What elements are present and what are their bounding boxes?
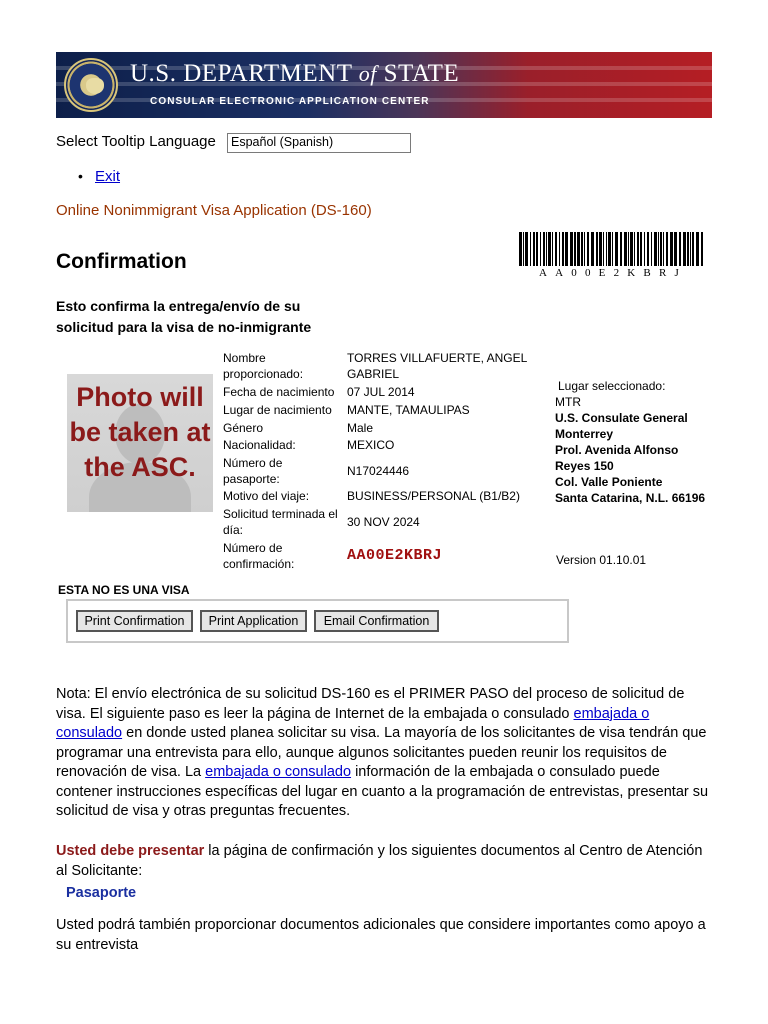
field-label-nationality: Nacionalidad: — [223, 438, 296, 452]
barcode-bar — [634, 232, 635, 266]
barcode-bar — [666, 232, 668, 266]
barcode-bar — [519, 232, 522, 266]
barcode-bar — [540, 232, 541, 266]
field-label-purpose: Motivo del viaje: — [223, 489, 310, 503]
field-value-purpose: BUSINESS/PERSONAL (B1/B2) — [347, 489, 520, 503]
barcode-bar — [523, 232, 524, 266]
department-title: U.S. DEPARTMENT of STATE — [130, 60, 460, 87]
barcode-bar — [530, 232, 531, 266]
field-label-gender: Género — [223, 421, 264, 435]
barcode-bar — [644, 232, 645, 266]
barcode-bar — [570, 232, 573, 266]
barcode-bar — [658, 232, 659, 266]
barcode-bar — [603, 232, 604, 266]
barcode-bar — [679, 232, 681, 266]
barcode-bar — [565, 232, 568, 266]
print-application-button[interactable]: Print Application — [200, 610, 307, 632]
print-confirmation-button[interactable]: Print Confirmation — [76, 610, 193, 632]
additional-documents-paragraph: Usted podrá también proporcionar documentos adicionales que considere importantes como apoyo a su entrevista — [56, 917, 706, 953]
barcode-bar — [552, 232, 553, 266]
barcode-bar — [612, 232, 613, 266]
barcode-bar — [536, 232, 538, 266]
field-label-completed: Solicitud terminada el día: — [223, 507, 338, 537]
barcode-bar — [660, 232, 662, 266]
barcode-bar — [683, 232, 686, 266]
note-text: información de la embajada o consulado puede contener instrucciones específicas del lugar en cuanto a la programación de entrevistas, presentar su solicitud de visa y otras preguntas frecuentes. — [56, 764, 709, 819]
page-title: Confirmation — [56, 250, 187, 273]
department-subtitle: CONSULAR ELECTRONIC APPLICATION CENTER — [150, 96, 430, 107]
field-value-gender: Male — [347, 421, 374, 435]
eagle-icon — [86, 78, 104, 94]
barcode-bar — [608, 232, 611, 266]
barcode-bar — [624, 232, 627, 266]
field-value-confirmation-number: AA00E2KBRJ — [347, 547, 443, 564]
barcode-bar — [548, 232, 551, 266]
barcode-bar — [581, 232, 583, 266]
barcode-bar — [562, 232, 564, 266]
barcode-bar — [577, 232, 580, 266]
applicant-photo — [67, 374, 213, 512]
address-line: U.S. Consulate General Monterrey — [555, 411, 688, 441]
barcode-bar — [654, 232, 657, 266]
barcode — [519, 232, 707, 266]
barcode-bar — [615, 232, 618, 266]
tooltip-language-label: Select Tooltip Language — [56, 133, 216, 150]
barcode-bar — [630, 232, 633, 266]
barcode-bar — [555, 232, 557, 266]
barcode-bar — [574, 232, 576, 266]
barcode-bar — [559, 232, 560, 266]
location-label: Lugar seleccionado: — [558, 379, 666, 393]
embassy-consulate-info-link[interactable]: embajada o consulado — [205, 764, 352, 780]
barcode-bar — [620, 232, 622, 266]
barcode-bar — [637, 232, 639, 266]
field-value-birthplace: MANTE, TAMAULIPAS — [347, 403, 470, 417]
barcode-bar — [647, 232, 649, 266]
location-address — [555, 410, 715, 506]
confirmation-statement: Esto confirma la entrega/envío de su solicitud para la visa de no-inmigrante — [56, 298, 312, 335]
barcode-bar — [663, 232, 664, 266]
field-value-nationality: MEXICO — [347, 438, 395, 452]
address-line: Prol. Avenida Alfonso Reyes 150 — [555, 443, 679, 473]
required-document-passport: Pasaporte — [66, 885, 137, 901]
barcode-bar — [670, 232, 673, 266]
barcode-bar — [692, 232, 694, 266]
field-label-passport: Número de pasaporte: — [223, 456, 283, 486]
photo-notice: Photo will be taken at the ASC. — [69, 382, 211, 482]
field-value-passport: N17024446 — [347, 464, 410, 478]
address-line: Col. Valle Poniente — [555, 475, 663, 489]
email-confirmation-button[interactable]: Email Confirmation — [314, 610, 439, 632]
present-emphasis: Usted debe presentar — [56, 843, 205, 859]
location-code: MTR — [555, 395, 581, 409]
address-line: Santa Catarina, N.L. 66196 — [555, 491, 706, 505]
tooltip-language-select[interactable]: Español (Spanish) — [227, 133, 411, 153]
barcode-bar — [587, 232, 589, 266]
field-value-completed: 30 NOV 2024 — [347, 515, 420, 529]
barcode-bar — [690, 232, 691, 266]
barcode-bar — [701, 232, 703, 266]
header-banner — [56, 52, 712, 118]
field-label-dob: Fecha de nacimiento — [223, 385, 335, 399]
barcode-bar — [543, 232, 545, 266]
barcode-bar — [674, 232, 677, 266]
embassy-consulate-link[interactable]: embajada o consulado — [56, 705, 650, 741]
barcode-bar — [546, 232, 547, 266]
note-text: en donde usted planea solicitar su visa. La mayoría de los solicitantes de visa tendrán que programar una entrevista para ello, aunque algunos solicitantes pueden reunir los requisitos de renovación de visa. La — [56, 725, 707, 780]
barcode-bar — [606, 232, 607, 266]
barcode-bar — [584, 232, 585, 266]
present-documents-paragraph — [56, 842, 716, 881]
barcode-bar — [533, 232, 535, 266]
barcode-bar — [651, 232, 652, 266]
barcode-bar — [696, 232, 699, 266]
barcode-bar — [599, 232, 602, 266]
barcode-bar — [591, 232, 594, 266]
present-text: la página de confirmación y los siguientes documentos al Centro de Atención al Solicitante: — [56, 843, 703, 879]
field-label-name: Nombre proporcionado: — [223, 351, 304, 381]
bullet: • — [78, 168, 83, 184]
barcode-bar — [640, 232, 642, 266]
barcode-text: AA00E2KBRJ — [538, 267, 687, 279]
version-label: Version 01.10.01 — [556, 553, 647, 567]
note-paragraph — [56, 685, 716, 822]
application-title: Online Nonimmigrant Visa Application (DS-160) — [56, 202, 372, 219]
barcode-bar — [628, 232, 629, 266]
note-text: Nota: El envío electrónica de su solicitud DS-160 es el PRIMER PASO del proceso de solicitud de visa. El siguiente paso es leer la página de Internet de la embajada o consulado — [56, 686, 685, 722]
action-button-group — [66, 599, 569, 643]
field-value-dob: 07 JUL 2014 — [347, 385, 415, 399]
barcode-bar — [596, 232, 598, 266]
barcode-bar — [525, 232, 528, 266]
field-value-name: TORRES VILLAFUERTE, ANGEL GABRIEL — [347, 351, 527, 381]
department-seal-icon — [64, 58, 118, 112]
field-label-confirmation-number: Número de confirmación: — [223, 541, 295, 571]
field-label-birthplace: Lugar de nacimiento — [223, 403, 332, 417]
barcode-bar — [687, 232, 689, 266]
not-a-visa-notice: ESTA NO ES UNA VISA — [58, 583, 190, 597]
selected-location — [555, 378, 715, 506]
exit-link[interactable]: Exit — [95, 168, 121, 185]
